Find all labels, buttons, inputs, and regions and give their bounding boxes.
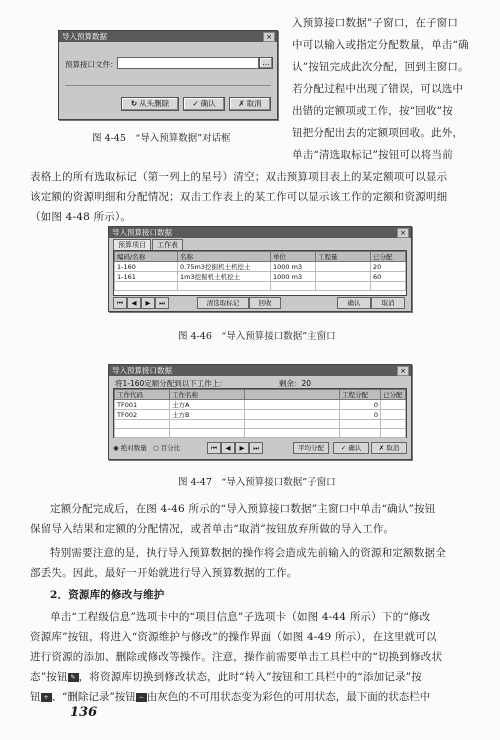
figure-caption-47: 图 4-47 “导入预算接口数据”子窗口: [178, 477, 336, 488]
text-line: 出错的定额项或工作，按“回收”按: [292, 105, 453, 117]
budget-items-grid: [113, 250, 407, 296]
text-line: 部丢失。因此，最好一开始就进行导入预算数据的工作。: [30, 567, 298, 579]
clear-marks-button[interactable]: 清选取标记: [197, 297, 249, 309]
radio-percentage[interactable]: ○ 百分比: [153, 444, 181, 452]
window-titlebar: [109, 365, 411, 376]
budget-file-input[interactable]: [117, 57, 259, 69]
text-line: 单击“工程级信息”选项卡中的“项目信息”子选项卡（如图 4-44 所示）下的“修改: [50, 611, 431, 623]
tab-budget-items[interactable]: 预算项目: [113, 239, 151, 250]
text-line: 该定额的资源明细和分配情况；双击工作表上的某工作可以显示该工作的定额和资源明细: [30, 191, 448, 203]
browse-button[interactable]: ...: [259, 57, 273, 69]
section-heading: 2．资源库的修改与维护: [50, 589, 165, 601]
refresh-icon: ↻: [130, 99, 138, 108]
column-header[interactable]: 编码/名称: [115, 252, 178, 262]
cancel-button[interactable]: 取消: [371, 297, 405, 309]
text-line: 定额分配完成后，在图 4-46 所示的“导入预算接口数据”主窗口中单击“确认”按钮: [50, 503, 436, 515]
text-line: 钮把分配出去的定额项回收。此外，: [292, 127, 464, 139]
divider: [65, 85, 271, 86]
even-allocate-button[interactable]: 平均分配: [293, 442, 329, 454]
column-header[interactable]: 工作代码: [115, 390, 170, 400]
check-icon: ✓: [192, 99, 199, 108]
radio-absolute-amount[interactable]: ◉ 绝对数量: [113, 444, 147, 452]
text-line: 单击“清选取标记”按钮可以将当前: [292, 149, 453, 161]
column-header[interactable]: 已分配: [381, 390, 406, 400]
add-record-icon: +: [41, 693, 52, 702]
text-line: 入预算接口数据”子窗口，在子窗口: [292, 17, 459, 29]
tab-bar: [113, 239, 184, 249]
column-header[interactable]: 工程分配: [340, 390, 381, 400]
table-row: [115, 282, 406, 291]
next-record-button[interactable]: ▶: [141, 297, 155, 309]
bottom-toolbar: [113, 442, 407, 454]
dialog-title: 导入预算数据: [62, 32, 107, 41]
work-allocation-grid: [113, 388, 407, 438]
prev-record-button[interactable]: ◀: [221, 442, 235, 454]
text-line: 态”按钮 ✎ ，将资源库切换到修改状态，此时“转入”按钮和工具栏中的“添加记录”按: [30, 671, 422, 683]
column-header[interactable]: 工作名称: [170, 390, 245, 400]
ok-button[interactable]: 确认: [337, 297, 371, 309]
table-row[interactable]: 1-161 1m3挖掘机土机挖土 1000 m3 60: [115, 272, 406, 282]
next-record-button[interactable]: ▶: [235, 442, 249, 454]
cancel-button[interactable]: ✗ 取消: [229, 97, 271, 111]
text-line: 认”按钮完成此次分配，回到主窗口。: [292, 61, 469, 73]
window-titlebar: [109, 227, 411, 238]
bottom-toolbar: [113, 297, 407, 309]
last-record-button[interactable]: ⏭: [249, 442, 263, 454]
first-record-button[interactable]: ⏮: [207, 442, 221, 454]
delete-from-start-button[interactable]: ↻ 从头删除: [121, 97, 179, 111]
column-header[interactable]: 单位: [271, 252, 316, 262]
x-icon: ✗: [238, 99, 245, 108]
import-budget-dialog: [58, 30, 278, 120]
text-line: 中可以输入或指定分配数量，单击“确: [292, 39, 469, 51]
page-number: 136: [70, 705, 98, 720]
table-row[interactable]: 1-160 0.75m3挖掘机土机挖土 1000 m3 20: [115, 262, 406, 272]
delete-record-icon: −: [136, 693, 147, 702]
first-record-button[interactable]: ⏮: [113, 297, 127, 309]
window-title: 导入预算接口数据: [112, 366, 172, 375]
text-line: 保留导入结果和定额的分配情况，或者单击“取消”按钮放弃所做的导入工作。: [30, 523, 395, 535]
text-line: 表格上的所有选取标记（第一列上的星号）清空；双击预算项目表上的某定额项可以显示: [30, 171, 448, 183]
dialog-titlebar: [59, 31, 277, 42]
text-line: （如图 4-48 所示）。: [30, 211, 132, 223]
import-budget-main-window: [108, 226, 412, 312]
tab-worksheet[interactable]: 工作表: [152, 239, 183, 250]
file-field-label: 预算接口文件：: [65, 60, 118, 69]
window-title: 导入预算接口数据: [112, 228, 172, 237]
table-header: [115, 252, 406, 262]
column-header[interactable]: 名称: [178, 252, 271, 262]
ok-button[interactable]: ✓ 确认: [333, 442, 369, 454]
remaining-info: 剩余：20: [279, 379, 312, 388]
table-row[interactable]: TF001 土方A 0: [115, 400, 406, 410]
prev-record-button[interactable]: ◀: [127, 297, 141, 309]
table-header: [115, 390, 406, 400]
switch-edit-mode-icon: ✎: [68, 673, 79, 682]
close-icon[interactable]: ×: [263, 32, 275, 42]
last-record-button[interactable]: ⏭: [155, 297, 169, 309]
table-row[interactable]: TF002 土方B 0: [115, 410, 406, 420]
close-icon[interactable]: ×: [397, 228, 409, 238]
cancel-button[interactable]: ✗ 取消: [371, 442, 407, 454]
column-header[interactable]: [245, 390, 340, 400]
text-line: 进行资源的添加、删除或修改等操作。注意，操作前需要单击工具栏中的“切换到修改状: [30, 651, 443, 663]
close-icon[interactable]: ×: [397, 366, 409, 376]
allocation-info: 将1-160定额分配到以下工作上：: [115, 379, 227, 388]
text-line: 资源库”按钮，将进入“资源维护与修改”的操作界面（如图 4-49 所示），在这里就可以: [30, 631, 437, 643]
text-line: 特别需要注意的是，执行导入预算数据的操作将会造成先前输入的资源和定额数据全: [50, 547, 446, 559]
text-line: 钮 + 、“删除记录”按钮 − 由灰色的不可用状态变为彩色的可用状态，最下面的状态栏中: [30, 691, 431, 703]
figure-caption-45: 图 4-45 “导入预算数据”对话框: [92, 133, 231, 144]
column-header[interactable]: 已分配: [371, 252, 406, 262]
table-row: [115, 420, 406, 429]
ok-button[interactable]: ✓ 确认: [183, 97, 225, 111]
figure-caption-46: 图 4-46 “导入预算接口数据”主窗口: [178, 331, 336, 342]
table-row: [115, 429, 406, 438]
recall-button[interactable]: 回收: [249, 297, 281, 309]
import-budget-sub-window: [108, 364, 412, 460]
text-line: 若分配过程中出现了错误，可以选中: [292, 83, 464, 95]
column-header[interactable]: 工程量: [316, 252, 371, 262]
